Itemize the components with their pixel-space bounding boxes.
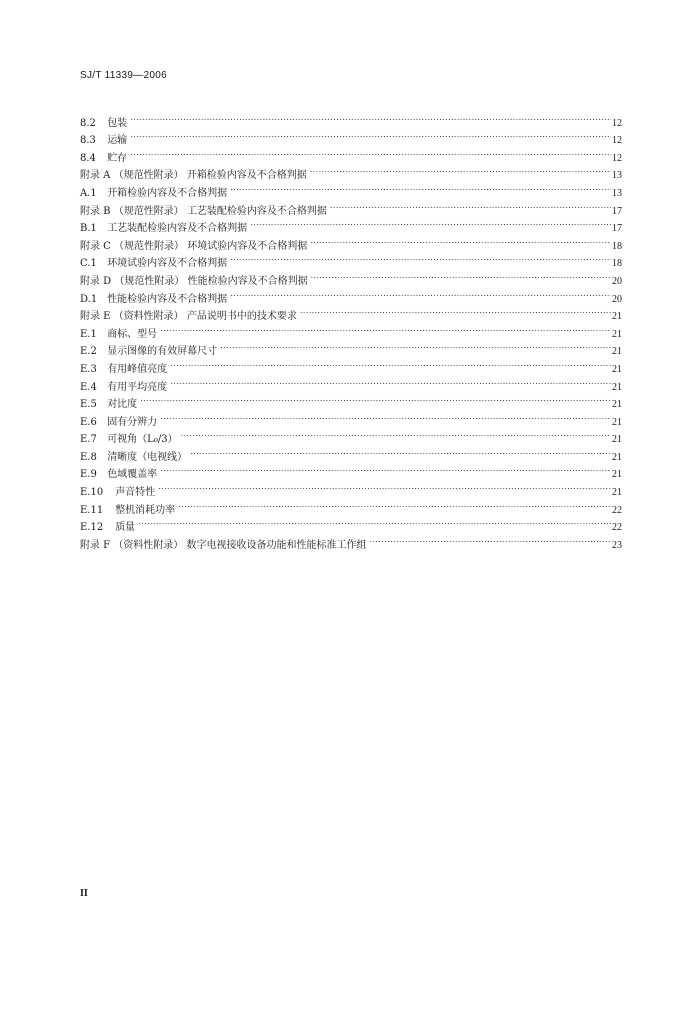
- toc-entry-page: 17: [612, 205, 622, 217]
- toc-leader-dots: [300, 302, 611, 320]
- toc-entry[interactable]: [80, 407, 622, 428]
- toc-entry-page: 22: [612, 504, 622, 516]
- toc-entry-label: [80, 220, 249, 238]
- toc-entry-number: 附录 D: [80, 275, 112, 287]
- toc-entry-number: 8.2: [80, 117, 96, 129]
- toc-leader-dots: [160, 460, 611, 478]
- toc-entry-number: D.1: [80, 293, 98, 305]
- toc-entry-title: 开箱检验内容及不合格判据: [107, 187, 228, 199]
- toc-entry[interactable]: [80, 530, 622, 551]
- toc-entry-number: E.4: [80, 381, 97, 393]
- toc-entry-number: E.7: [80, 434, 97, 446]
- toc-entry-title: 性能检验内容及不合格判据: [107, 293, 228, 305]
- toc-entry-label: [80, 115, 129, 133]
- document-id-header: SJ/T 11339—2006: [80, 70, 167, 81]
- toc-entry-number: A.1: [80, 187, 97, 199]
- toc-entry-page: 21: [612, 363, 622, 375]
- toc-entry[interactable]: [80, 390, 622, 411]
- toc-entry-page: 13: [612, 187, 622, 199]
- toc-leader-dots: [181, 425, 611, 443]
- toc-entry-title: 环境试验内容及不合格判据: [107, 258, 228, 270]
- toc-leader-dots: [310, 231, 611, 249]
- toc-entry-title: 对比度: [107, 399, 138, 411]
- toc-leader-dots: [140, 390, 611, 408]
- toc-entry-number: E.12: [80, 522, 104, 534]
- toc-entry[interactable]: [80, 513, 622, 534]
- toc-leader-dots: [310, 161, 611, 179]
- toc-entry-page: 21: [612, 328, 622, 340]
- toc-entry-title: 有用平均亮度: [107, 381, 168, 393]
- toc-entry[interactable]: [80, 126, 622, 147]
- toc-entry-title: 质量: [115, 522, 136, 534]
- toc-entry-title: （规范性附录） 环境试验内容及不合格判据: [114, 240, 308, 252]
- toc-entry-label: [80, 150, 129, 168]
- toc-entry-label: [80, 326, 159, 344]
- toc-entry-page: 21: [612, 434, 622, 446]
- toc-entry-number: 附录 E: [80, 311, 111, 323]
- toc-entry-page: 17: [612, 223, 622, 235]
- toc-entry-page: 21: [612, 487, 622, 499]
- toc-entry-page: 18: [612, 258, 622, 270]
- toc-entry[interactable]: [80, 143, 622, 164]
- toc-entry-title: 声音特性: [115, 487, 156, 499]
- toc-entry-title: 包装: [107, 117, 128, 129]
- toc-entry-title: （资料性附录） 产品说明书中的技术要求: [113, 311, 297, 323]
- toc-entry-number: E.11: [80, 504, 104, 516]
- toc-entry-number: 附录 B: [80, 205, 111, 217]
- toc-leader-dots: [220, 337, 611, 355]
- toc-leader-dots: [138, 513, 611, 531]
- toc-entry-page: 21: [612, 469, 622, 481]
- toc-leader-dots: [170, 372, 611, 390]
- toc-entry-number: E.3: [80, 363, 97, 375]
- toc-entry-title: 工艺装配检验内容及不合格判据: [107, 223, 248, 235]
- toc-entry-page: 22: [612, 522, 622, 534]
- toc-entry-page: 20: [612, 293, 622, 305]
- toc-entry-label: [80, 414, 159, 432]
- toc-entry-number: E.1: [80, 328, 97, 340]
- toc-entry-title: 贮存: [107, 152, 128, 164]
- toc-entry[interactable]: [80, 108, 622, 129]
- toc-leader-dots: [178, 495, 611, 513]
- toc-entry-number: E.8: [80, 451, 97, 463]
- toc-leader-dots: [170, 354, 611, 372]
- toc-entry-title: （规范性附录） 工艺装配检验内容及不合格判据: [113, 205, 327, 217]
- toc-entry[interactable]: [80, 460, 622, 481]
- page-number: II: [80, 888, 88, 899]
- toc-entry-title: 固有分辨力: [107, 416, 158, 428]
- toc-entry-number: 附录 C: [80, 240, 111, 252]
- toc-entry-title: （规范性附录） 开箱检验内容及不合格判据: [113, 170, 307, 182]
- toc-entry-title: 清晰度（电视线）: [107, 451, 188, 463]
- toc-entry-label: [80, 361, 169, 379]
- toc-entry-title: （规范性附录） 性能检验内容及不合格判据: [114, 275, 308, 287]
- toc-entry-title: （资料性附录） 数字电视接收设备功能和性能标准工作组: [113, 539, 367, 551]
- toc-entry-title: 有用峰值亮度: [107, 363, 168, 375]
- toc-entry-page: 23: [612, 539, 622, 551]
- toc-entry-number: 8.4: [80, 152, 96, 164]
- toc-entry-number: E.2: [80, 346, 97, 358]
- toc-entry-label: [80, 484, 157, 502]
- toc-entry-page: 21: [612, 381, 622, 393]
- toc-leader-dots: [160, 319, 611, 337]
- toc-leader-dots: [130, 143, 611, 161]
- toc-leader-dots: [230, 284, 611, 302]
- toc-entry-page: 21: [612, 416, 622, 428]
- toc-entry-number: E.5: [80, 399, 97, 411]
- toc-entry-label: [80, 431, 180, 449]
- toc-entry-page: 21: [612, 399, 622, 411]
- toc-entry-number: 附录 F: [80, 539, 111, 551]
- toc-entry-title: 显示图像的有效屏幕尺寸: [107, 346, 218, 358]
- toc-entry-label: [80, 185, 229, 203]
- toc-entry-number: E.10: [80, 487, 104, 499]
- toc-entry-label: [80, 466, 159, 484]
- toc-entry-title: 运输: [107, 135, 128, 147]
- toc-entry[interactable]: [80, 161, 622, 182]
- toc-entry-page: 12: [612, 135, 622, 147]
- toc-entry-page: 18: [612, 240, 622, 252]
- toc-entry-page: 12: [612, 152, 622, 164]
- toc-entry[interactable]: [80, 495, 622, 516]
- toc-entry-number: 8.3: [80, 135, 96, 147]
- toc-leader-dots: [250, 214, 611, 232]
- toc-entry-label: [80, 255, 229, 273]
- toc-leader-dots: [230, 249, 611, 267]
- toc-entry-number: E.9: [80, 469, 97, 481]
- toc-entry-title: 色域覆盖率: [107, 469, 158, 481]
- toc-entry-label: [80, 519, 137, 537]
- toc-leader-dots: [230, 178, 611, 196]
- toc-entry[interactable]: [80, 477, 622, 499]
- toc-leader-dots: [330, 196, 611, 214]
- toc-entry-page: 13: [612, 170, 622, 182]
- toc-entry-number: B.1: [80, 223, 97, 235]
- toc-entry[interactable]: [80, 319, 622, 340]
- table-of-contents: [80, 108, 622, 551]
- toc-entry-label: [80, 291, 229, 309]
- toc-entry-page: 12: [612, 117, 622, 129]
- toc-entry-title: 整机消耗功率: [115, 504, 176, 516]
- toc-leader-dots: [158, 477, 611, 495]
- toc-entry-number: 附录 A: [80, 170, 111, 182]
- toc-leader-dots: [311, 266, 611, 284]
- toc-leader-dots: [130, 108, 611, 126]
- toc-leader-dots: [160, 407, 611, 425]
- toc-entry[interactable]: [80, 425, 622, 446]
- toc-entry-title: 可视角（L₀/3）: [107, 434, 178, 446]
- toc-entry[interactable]: [80, 337, 622, 358]
- toc-entry-page: 21: [612, 451, 622, 463]
- toc-entry-label: [80, 537, 369, 555]
- toc-entry-number: E.6: [80, 416, 97, 428]
- toc-entry-page: 21: [612, 311, 622, 323]
- toc-entry-page: 21: [612, 346, 622, 358]
- toc-entry-label: [80, 132, 129, 150]
- toc-leader-dots: [190, 442, 611, 460]
- toc-leader-dots: [370, 530, 612, 548]
- toc-entry-number: C.1: [80, 258, 97, 270]
- toc-leader-dots: [130, 126, 611, 144]
- toc-entry-label: [80, 396, 139, 414]
- toc-entry-page: 20: [612, 275, 622, 287]
- toc-entry-title: 商标、型号: [107, 328, 158, 340]
